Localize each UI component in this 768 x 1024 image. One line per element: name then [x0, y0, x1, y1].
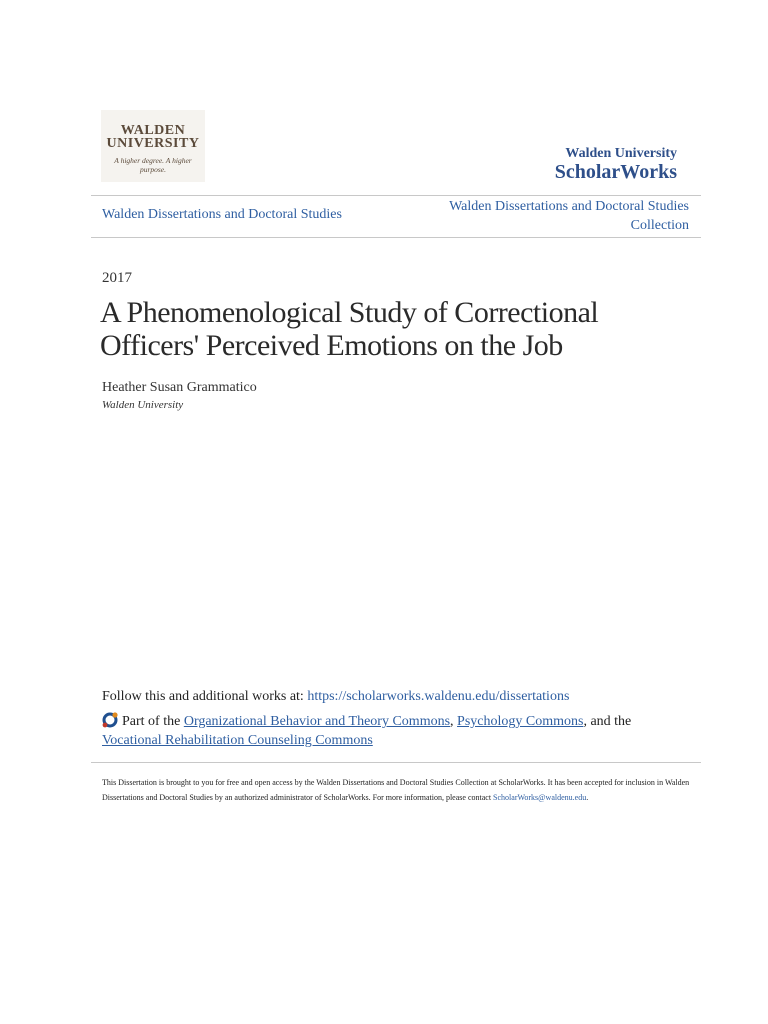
psychology-commons-link[interactable]: Psychology Commons: [457, 714, 584, 729]
disclaimer-divider: [91, 762, 701, 763]
author-name[interactable]: Heather Susan Grammatico: [102, 380, 257, 395]
logo-line-1: WALDEN: [120, 123, 186, 138]
disclaimer-body: This Dissertation is brought to you for free and open access by the Walden Dissertations and Doctoral Studies Collection at ScholarWorks. It has been accepted for inclusion in Walden Dissertations and Doctoral Studies by an authorized administrator of ScholarWorks. For more information, please contact: [102, 778, 690, 802]
document-title: [100, 296, 660, 362]
scholarworks-brand-top[interactable]: Walden University: [565, 146, 677, 161]
collection-link-right-line2: Collection: [630, 218, 689, 233]
vocational-rehab-commons-link[interactable]: Vocational Rehabilitation Counseling Commons: [102, 733, 373, 748]
collection-link-right-line1: Walden Dissertations and Doctoral Studies: [449, 199, 689, 214]
header-divider-bottom: [91, 237, 701, 238]
part-of-commons: [102, 712, 682, 750]
disclaimer-text: [102, 775, 692, 805]
publication-year: 2017: [102, 270, 132, 286]
title-line-2: Officers' Perceived Emotions on the Job: [100, 329, 563, 362]
dissertations-url-link[interactable]: https://scholarworks.waldenu.edu/dissertations: [307, 689, 570, 704]
logo-tagline: A higher degree. A higher purpose.: [114, 156, 192, 174]
part-of-sep-1: ,: [450, 714, 458, 729]
scholarworks-brand-bottom[interactable]: ScholarWorks: [554, 161, 677, 183]
walden-university-logo[interactable]: [101, 110, 205, 182]
follow-line: [102, 689, 569, 705]
org-behavior-commons-link[interactable]: Organizational Behavior and Theory Commons: [183, 714, 451, 729]
header-divider-top: [91, 195, 701, 196]
author-affiliation: Walden University: [102, 399, 184, 411]
title-line-1: A Phenomenological Study of Correctional: [100, 296, 599, 329]
disclaimer-end: .: [586, 793, 589, 802]
logo-line-2: UNIVERSITY: [106, 136, 200, 151]
part-of-sep-2: , and the: [583, 714, 632, 729]
part-of-prefix: Part of the: [122, 714, 184, 729]
collection-link-left[interactable]: Walden Dissertations and Doctoral Studies: [102, 207, 342, 222]
follow-label: Follow this and additional works at:: [102, 689, 308, 704]
contact-email-link[interactable]: ScholarWorks@waldenu.edu: [493, 793, 587, 802]
collection-link-right[interactable]: [389, 197, 689, 235]
network-icon: [102, 712, 120, 728]
